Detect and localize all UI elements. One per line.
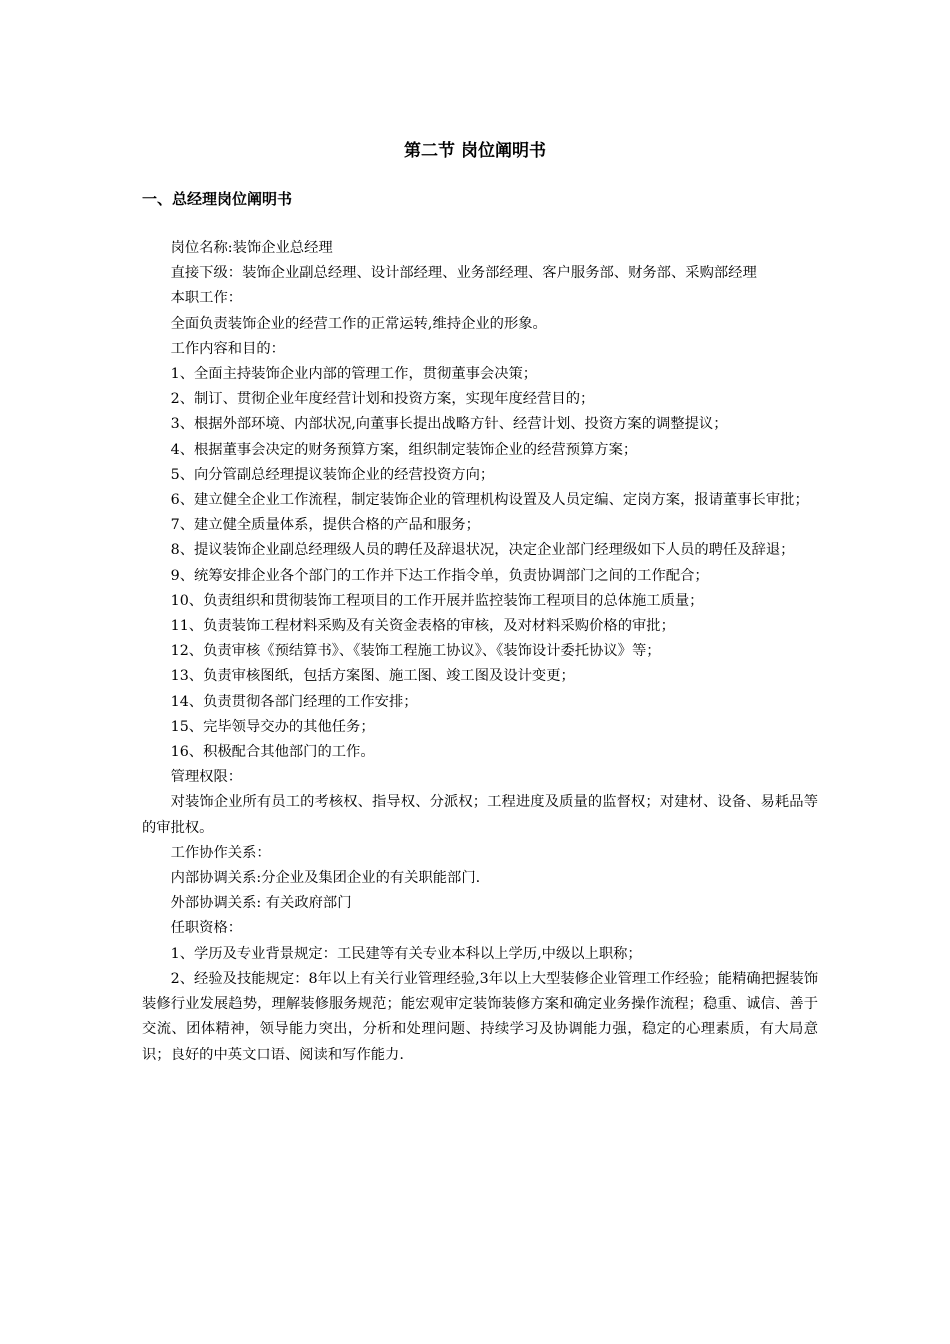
paragraph: 3、根据外部环境、内部状况,向董事长提出战略方针、经营计划、投资方案的调整提议； xyxy=(170,416,728,433)
page-title: 第二节 岗位阐明书 xyxy=(404,141,546,161)
paragraph: 7、建立健全质量体系，提供合格的产品和服务； xyxy=(170,517,480,534)
paragraph: 9、统筹安排企业各个部门的工作并下达工作指令单，负责协调部门之间的工作配合； xyxy=(170,567,709,584)
paragraph: 直接下级：装饰企业副总经理、设计部经理、业务部经理、客户服务部、财务部、采购部经理 xyxy=(170,265,757,282)
paragraph: 内部协调关系:分企业及集团企业的有关职能部门. xyxy=(170,870,481,887)
paragraph: 岗位名称:装饰企业总经理 xyxy=(170,240,333,256)
section-heading: 一、总经理岗位阐明书 xyxy=(142,190,293,208)
paragraph: 10、负责组织和贯彻装饰工程项目的工作开展并监控装饰工程项目的总体施工质量； xyxy=(170,592,704,609)
paragraph: 16、积极配合其他部门的工作。 xyxy=(170,744,375,761)
paragraph: 1、全面主持装饰企业内部的管理工作，贯彻董事会决策； xyxy=(170,366,538,383)
paragraph: 本职工作： xyxy=(170,290,243,307)
paragraph: 2、经验及技能规定：8年以上有关行业管理经验,3年以上大型装修企业管理工作经验；能精确把握装饰装修行业发展趋势，理解装修服务规范；能宏观审定装饰装修方案和确定业务操作流程；稳重、诚信、善于交流、团体精神，领导能力突出，分析和处理问题、持续学习及协调能力强，稳定的心理素质，有大局意识；良好的中英文口语、阅读和写作能力. xyxy=(142,970,818,1063)
paragraph: 5、向分管副总经理提议装饰企业的经营投资方向； xyxy=(170,466,495,483)
paragraph: 2、制订、贯彻企业年度经营计划和投资方案，实现年度经营目的； xyxy=(170,391,595,408)
paragraph: 外部协调关系: 有关政府部门 xyxy=(170,895,352,912)
paragraph: 11、负责装饰工程材料采购及有关资金表格的审核，及对材料采购价格的审批； xyxy=(170,618,675,635)
paragraph: 工作协作关系： xyxy=(170,844,271,861)
paragraph: 6、建立健全企业工作流程，制定装饰企业的管理机构设置及人员定编、定岗方案，报请董事长审批； xyxy=(170,492,809,509)
paragraph: 对装饰企业所有员工的考核权、指导权、分派权；工程进度及质量的监督权；对建材、设备、易耗品等的审批权。 xyxy=(142,794,818,836)
paragraph: 13、负责审核图纸，包括方案图、施工图、竣工图及设计变更； xyxy=(170,668,575,685)
paragraph: 15、完毕领导交办的其他任务； xyxy=(170,718,375,735)
paragraph: 工作内容和目的： xyxy=(170,340,285,357)
paragraph: 4、根据董事会决定的财务预算方案，组织制定装饰企业的经营预算方案； xyxy=(170,441,638,458)
paragraph: 12、负责审核《预结算书》、《装饰工程施工协议》、《装饰设计委托协议》等； xyxy=(170,643,661,660)
paragraph: 管理权限： xyxy=(170,769,243,786)
paragraph: 8、提议装饰企业副总经理级人员的聘任及辞退状况，决定企业部门经理级如下人员的聘任及辞退； xyxy=(170,542,795,559)
paragraph: 全面负责装饰企业的经营工作的正常运转,维持企业的形象。 xyxy=(170,315,547,332)
paragraph: 任职资格： xyxy=(170,920,243,937)
body-text xyxy=(142,236,818,1068)
paragraph: 14、负责贯彻各部门经理的工作安排； xyxy=(170,693,418,710)
paragraph: 1、学历及专业背景规定：工民建等有关专业本科以上学历,中级以上职称； xyxy=(170,945,642,962)
